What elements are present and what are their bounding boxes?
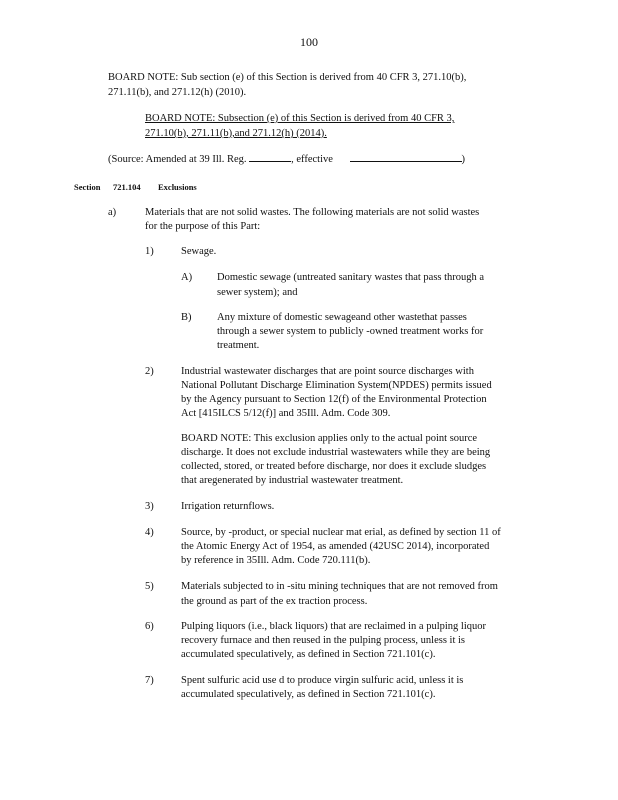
effective-date-blank — [350, 152, 462, 162]
item-marker: 7) — [145, 675, 154, 686]
item-text-line: by the Agency pursuant to Section 12(f) of the Environmental Protection — [181, 394, 487, 405]
section-title: Exclusions — [158, 182, 197, 192]
sub-item-text-line: Domestic sewage (untreated sanitary wastes that pass through a — [217, 272, 485, 283]
item-text-line: for the purpose of this Part: — [145, 221, 261, 232]
sub-item-text-line: Any mixture of domestic sewageand other wastethat passes — [217, 312, 467, 323]
source-effective: , effective — [291, 154, 333, 165]
item-text-line: Sewage. — [181, 246, 217, 257]
item-marker: 5) — [145, 581, 154, 592]
source-prefix: (Source: Amended at 39 Ill. Reg. — [108, 154, 247, 165]
board-note-line: 271.11(b), and 271.12(h) (2010). — [108, 87, 247, 98]
item-text-line: recovery furnace and then reused in the pulping process, unless it is — [181, 635, 465, 646]
source-line — [108, 152, 465, 167]
item-text-line: accumulated speculatively, as defined in Section 721.101(c). — [181, 649, 436, 660]
item-text-line: Materials that are not solid wastes. The following materials are not solid wastes — [145, 207, 480, 218]
board-note-amended-line: 271.10(b), 271.11(b),and 271.12(h) (2014). — [145, 128, 327, 139]
item-text-line: Source, by -product, or special nuclear mat erial, as defined by section 11 of — [181, 527, 501, 538]
page-number: 100 — [300, 35, 318, 49]
item-text-line: Industrial wastewater discharges that are point source discharges with — [181, 366, 474, 377]
item-marker: 3) — [145, 501, 154, 512]
item-text-line: Spent sulfuric acid use d to produce virgin sulfuric acid, unless it is — [181, 675, 464, 686]
sub-item-text-line: sewer system); and — [217, 287, 298, 298]
item-text-line: Irrigation returnflows. — [181, 501, 275, 512]
item-text-line: Act [415ILCS 5/12(f)] and 35Ill. Adm. Code 309. — [181, 408, 391, 419]
board-note-amended-line: BOARD NOTE: Subsection (e) of this Section is derived from 40 CFR 3, — [145, 113, 455, 124]
section-label: Section — [74, 182, 101, 192]
sub-item-text-line: treatment. — [217, 340, 260, 351]
item-text-line: by reference in 35Ill. Adm. Code 720.111(b). — [181, 555, 371, 566]
board-note-line: discharge. It does not exclude industrial wastewaters while they are being — [181, 447, 491, 458]
source-suffix: ) — [461, 154, 466, 165]
board-note-line: BOARD NOTE: Sub section (e) of this Section is derived from 40 CFR 3, 271.10(b), — [108, 72, 467, 83]
item-marker: 1) — [145, 246, 154, 257]
sub-item-marker: B) — [181, 312, 192, 323]
item-text-line: Materials subjected to in -situ mining techniques that are not removed from — [181, 581, 498, 592]
sub-item-text-line: through a sewer system to publicly -owned treatment works for — [217, 326, 484, 337]
board-note-line: collected, stored, or treated before discharge, nor does it exclude sludges — [181, 461, 487, 472]
sub-item-marker: A) — [181, 272, 193, 283]
board-note-line: that aregenerated by industrial wastewater treatment. — [181, 475, 404, 486]
item-text-line: accumulated speculatively, as defined in Section 721.101(c). — [181, 689, 436, 700]
section-number: 721.104 — [113, 182, 141, 192]
item-marker: a) — [108, 207, 117, 218]
register-number-blank — [249, 152, 291, 162]
item-text-line: National Pollutant Discharge Elimination System(NPDES) permits issued — [181, 380, 492, 391]
item-text-line: Pulping liquors (i.e., black liquors) that are reclaimed in a pulping liquor — [181, 621, 487, 632]
board-note-line: BOARD NOTE: This exclusion applies only to the actual point source — [181, 433, 478, 444]
item-text-line: the ground as part of the ex traction process. — [181, 596, 368, 607]
item-marker: 4) — [145, 527, 154, 538]
item-marker: 6) — [145, 621, 154, 632]
item-text-line: the Atomic Energy Act of 1954, as amended (42USC 2014), incorporated — [181, 541, 490, 552]
item-marker: 2) — [145, 366, 154, 377]
